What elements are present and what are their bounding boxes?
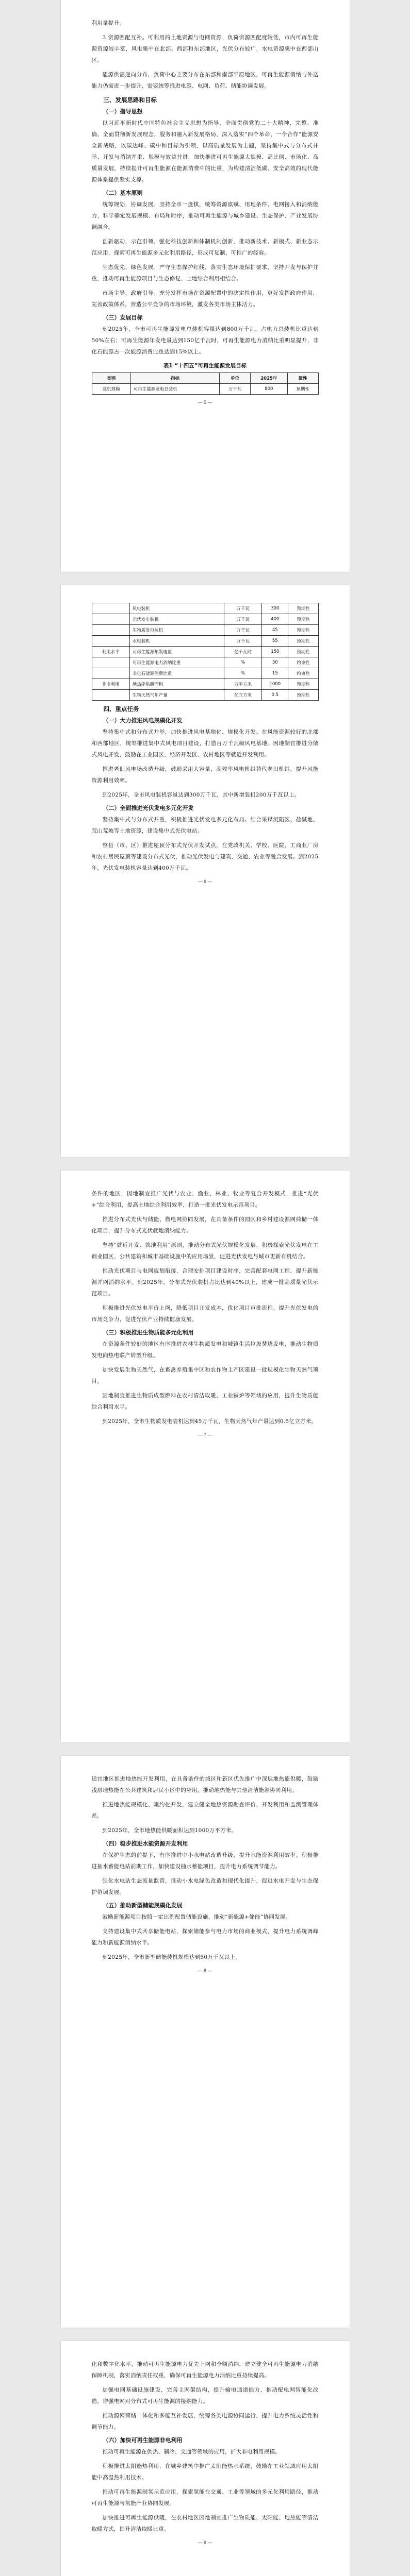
table-row bbox=[92, 668, 318, 679]
paragraph: 生态优先，绿色发展。严守生态保护红线，落实生态环境保护要求，坚持开发与保护并重，推动可再生能源项目与生态修复、土地综合利用相结合。 bbox=[91, 264, 319, 282]
table-row bbox=[92, 657, 318, 668]
subsection-heading: （二）基本原则 bbox=[103, 190, 143, 196]
subsection-heading: （二）全面推进光伏发电多元化开发 bbox=[103, 805, 194, 811]
table-row bbox=[92, 647, 318, 657]
paragraph: 支持建设集中式共享储能电站，探索储能参与电力市场的商业模式，提升电力系统调峰能力和新能源消纳水平。 bbox=[91, 1928, 319, 1946]
table-cell: 万千瓦 bbox=[220, 384, 251, 395]
paragraph: 利用量提升。 bbox=[91, 20, 125, 26]
table-cell: 约束性 bbox=[288, 657, 318, 668]
document-page-2 bbox=[61, 585, 350, 1157]
table-cell: 非电利用 bbox=[92, 679, 129, 690]
section-heading: 三、发展思路和目标 bbox=[103, 96, 157, 104]
page-number: — 9 — bbox=[198, 2540, 212, 2545]
subsection-heading: （一）指导思想 bbox=[103, 108, 143, 115]
subsection-heading: （六）加快可再生能源非电利用 bbox=[103, 2437, 183, 2444]
table-header-row bbox=[92, 373, 318, 384]
table-row bbox=[92, 636, 318, 647]
table-cell: 预期性 bbox=[288, 679, 318, 690]
page-number: — 5 — bbox=[198, 400, 212, 405]
table-cell: % bbox=[224, 657, 261, 668]
paragraph: 推动可再生能源在供热、制冷、交通等领域的应用，扩大非电利用规模。 bbox=[102, 2449, 281, 2455]
subsection-heading: （四）稳步推进水能资源开发利用 bbox=[103, 1840, 188, 1847]
table-cell bbox=[92, 657, 129, 668]
table-cell bbox=[92, 625, 129, 636]
table-row bbox=[92, 679, 318, 690]
table-cell: 万千瓦 bbox=[224, 614, 261, 625]
table-cell bbox=[92, 668, 129, 679]
paragraph: 因地制宜推进生物质成型燃料在农村清洁取暖、工业锅炉等领域的应用，提升生物质能综合利用水平。 bbox=[91, 1393, 319, 1410]
table-cell: 非化石能源消费比重 bbox=[129, 668, 224, 679]
paragraph: 到2025年，全市风电装机容量达到300万千瓦，其中新增装机200万千瓦以上。 bbox=[102, 792, 300, 798]
paragraph: 坚持集中式和分布式并举，加快推进风电基地化、规模化开发。在风能资源较好的北部和西部地区，统筹推进集中式风电项目建设，打造百万千瓦级风电基地。因地制宜推进分散式风电开发，鼓励在工业园区、经济开发区、农村地区等就近开发利用。 bbox=[91, 729, 319, 758]
table-cell: 预期性 bbox=[288, 636, 318, 647]
table-cell: 预期性 bbox=[288, 603, 318, 614]
paragraph: 到2025年，全市可再生能源发电总装机容量达到800万千瓦，占电力总装机比重达到50%左右；可再生能源年发电量达到150亿千瓦时，可再生能源电力消纳比重明显提升，非化石能源占一次能源消费比重达到15%以上。 bbox=[91, 326, 319, 355]
table-cell: 利用水平 bbox=[92, 647, 129, 657]
table-header-cell: 2025年 bbox=[250, 373, 287, 384]
table-cell: 水电装机 bbox=[129, 636, 224, 647]
table-row bbox=[92, 603, 318, 614]
table-cell bbox=[92, 603, 129, 614]
table-cell: 约束性 bbox=[288, 668, 318, 679]
paragraph: 创新驱动，示范引领。强化科技创新和体制机制创新，推动新技术、新模式、新业态示范应用，探索可再生能源多元化利用路径，形成可复制、可推广的经验。 bbox=[91, 239, 319, 256]
paragraph: 能源供需逆向分布，负荷中心主要分布在东部和南部平原地区，可再生能源消纳与外送能力仍需进一步提升，需要统筹推进电源、电网、负荷、储能协调发展。 bbox=[91, 72, 319, 89]
paragraph: 统筹规划，协调发展。坚持全市一盘棋，统筹资源禀赋、用地条件、电网接入和消纳能力，科学确定发展规模、布局和时序，推动可再生能源与城乡建设、生态保护、产业发展协调融合。 bbox=[91, 201, 319, 230]
table-cell: 装机规模 bbox=[92, 384, 130, 395]
document-page-3 bbox=[61, 1171, 350, 1742]
paragraph: 推进老旧风电场改造升级，鼓励采用大容量、高效率风电机组替代老旧机组，提升风能资源利用效率。 bbox=[91, 766, 319, 784]
subsection-heading: （一）大力推进风电规模化开发 bbox=[103, 717, 183, 724]
paragraph: 化和数字化水平，推动可再生能源电力优先上网和全额消纳，建立健全可再生能源电力消纳保障机制，落实消纳责任权重，确保可再生能源电力消纳比重持续提高。 bbox=[91, 2361, 319, 2379]
targets-table-continued bbox=[92, 603, 319, 701]
table-cell: 150 bbox=[262, 647, 288, 657]
table-row bbox=[92, 614, 318, 625]
table-cell: 生物天然气年产量 bbox=[129, 690, 224, 701]
table-cell: 亿千瓦时 bbox=[224, 647, 261, 657]
table-cell bbox=[92, 636, 129, 647]
table-cell bbox=[92, 690, 129, 701]
table-cell: 预期性 bbox=[288, 625, 318, 636]
table-header-cell: 单位 bbox=[220, 373, 251, 384]
paragraph: 到2025年，全市地热能供暖面积达到1000万平方米。 bbox=[102, 1827, 237, 1834]
paragraph: 坚持“就近开发、就地利用”原则，推动分布式光伏规模化发展，积极探索光伏发电在工商业园区、公共建筑和城市基础设施中的应用场景，促进光伏发电与城市更新有机结合。 bbox=[91, 1242, 319, 1260]
table-row bbox=[92, 690, 318, 701]
paragraph: 推进分布式光伏与储能、微电网协同发展，在具备条件的园区和乡村建设源网荷储一体化项目，提升分布式光伏就地消纳能力。 bbox=[91, 1216, 319, 1234]
table-cell: 亿立方米 bbox=[224, 690, 261, 701]
table-cell: 万千瓦 bbox=[224, 636, 261, 647]
table-row bbox=[92, 384, 318, 395]
table-cell: 预期性 bbox=[287, 384, 318, 395]
paragraph: 坚持集中式与分布式并重，积极推进光伏发电多元化布局。结合采煤沉陷区、盐碱地、荒山荒坡等土地资源，建设集中式光伏电站。 bbox=[91, 817, 319, 834]
table-header-cell: 类别 bbox=[92, 373, 130, 384]
table-row bbox=[92, 625, 318, 636]
table-cell: 生物质发电装机 bbox=[129, 625, 224, 636]
paragraph: 到2025年，全市新型储能装机规模达到50万千瓦以上。 bbox=[102, 1954, 241, 1960]
table-cell: 预期性 bbox=[288, 690, 318, 701]
paragraph: 加强电网基础设施建设，完善主网架结构，提升输电通道能力，推动配电网智能化改造，增强电网对分布式可再生能源的接纳能力。 bbox=[91, 2387, 319, 2404]
table-cell: 30 bbox=[262, 657, 288, 668]
paragraph: 加快发展生物天然气，在畜禽养殖集中区和农作物主产区建设一批规模化生物天然气项目。 bbox=[91, 1367, 319, 1384]
paragraph: 推动光伏项目与电网规划衔接，合理安排项目建设时序，完善配套电网工程，提升新能源并网消纳水平。到2025年，分布式光伏装机占比达到40%以上，建成一批高质量光伏示范项目。 bbox=[91, 1268, 319, 1297]
table-cell: 15 bbox=[262, 668, 288, 679]
table-cell: 55 bbox=[262, 636, 288, 647]
paragraph: 积极推进光伏发电平价上网，降低项目开发成本，优化项目审批流程，提升光伏发电的市场竞争力，促进光伏产业持续健康发展。 bbox=[91, 1305, 319, 1323]
paragraph: 强化水电站生态流量监管，推动小水电绿色改造和现代化提升，促进水电开发与生态保护协调发展。 bbox=[91, 1878, 319, 1895]
subsection-heading: （三）积极推进生物质能多元化利用 bbox=[103, 1329, 194, 1336]
subsection-heading: （五）推动新型储能规模化发展 bbox=[103, 1902, 183, 1909]
table-title: 表1 “十四五”可再生能源发展目标 bbox=[163, 363, 247, 369]
table-cell: 预期性 bbox=[288, 614, 318, 625]
document-page-4 bbox=[61, 1756, 350, 2328]
table-cell: 预期性 bbox=[288, 647, 318, 657]
table-header-cell: 属性 bbox=[287, 373, 318, 384]
table-cell: 可再生能源电力消纳比重 bbox=[129, 657, 224, 668]
paragraph: 推动源网荷储一体化和多能互补发展，统筹各类电源协同运行，提升电力系统灵活性和调节能力。 bbox=[91, 2413, 319, 2430]
paragraph: 适宜地区推进地热能开发利用，在具备条件的城区和新区优先推广中深层地热能供暖，鼓励浅层地热能在公共建筑和居民小区中的应用，推动地热能与其他清洁能源协同利用。 bbox=[91, 1776, 319, 1793]
table-cell: 光伏发电装机 bbox=[129, 614, 224, 625]
paragraph: 市场主导，政府引导。充分发挥市场在资源配置中的决定性作用，更好发挥政府作用，完善政策体系，营造公平竞争的市场环境，激发各类市场主体活力。 bbox=[91, 290, 319, 308]
targets-table bbox=[92, 372, 319, 395]
page-number: — 7 — bbox=[198, 1432, 212, 1437]
paragraph: 推进地热能规模化、集约化开发，建立健全地热资源勘查评价、开发利用和监测管理体系。 bbox=[91, 1802, 319, 1819]
page-number: — 8 — bbox=[198, 1968, 212, 1973]
table-cell bbox=[92, 614, 129, 625]
subsection-heading: （三）发展目标 bbox=[103, 314, 143, 321]
paragraph: 鼓励新能源项目按照一定比例配置储能设施，推动“新能源+储能”协同发展。 bbox=[102, 1914, 291, 1920]
document-page-5 bbox=[61, 2341, 350, 2576]
table-cell: 45 bbox=[262, 625, 288, 636]
table-cell: % bbox=[224, 668, 261, 679]
table-cell: 0.5 bbox=[262, 690, 288, 701]
paragraph: 条件的地区，因地制宜推广光伏与农业、渔业、林业、牧业等复合开发模式，推进“光伏+”综合利用，提高土地综合利用效率，打造一批光伏发电示范项目。 bbox=[91, 1191, 319, 1208]
page-number: — 6 — bbox=[198, 879, 212, 884]
paragraph: 加快推进可再生能源供暖，在农村地区因地制宜推广生物质能、太阳能、地热能等清洁取暖方式，提升清洁取暖比重。 bbox=[91, 2515, 319, 2532]
table-cell: 可再生能源年发电量 bbox=[129, 647, 224, 657]
table-cell: 万千瓦 bbox=[224, 603, 261, 614]
document-page-1 bbox=[61, 0, 350, 572]
table-cell: 可再生能源发电总装机 bbox=[130, 384, 220, 395]
paragraph: 到2025年，全市生物质发电装机达到45万千瓦，生物天然气年产量达到0.5亿立方米。 bbox=[102, 1418, 317, 1425]
table-cell: 400 bbox=[262, 614, 288, 625]
paragraph: 推动可再生能源制氢示范应用，探索氢能在交通、工业等领域的多元化利用路径，推动可再生能源与氢能产业协同发展。 bbox=[91, 2489, 319, 2506]
paragraph: 整县（市、区）推进屋顶分布式光伏开发试点，在党政机关、学校、医院、工商业厂房和农村居民屋顶等建设分布式光伏，推动光伏发电与建筑、交通、农业等融合发展。到2025年，光伏发电装机容量达到400万千瓦。 bbox=[91, 842, 319, 871]
table-cell: 风电装机 bbox=[129, 603, 224, 614]
paragraph: 3.资源匹配互补。可利用的土地资源与电网资源、负荷资源匹配度较低，市内可再生能源资源较丰富，风电集中在北部、西部和东部地区，光伏分布较广，水电资源集中在西部山区。 bbox=[91, 35, 319, 63]
table-cell: 300 bbox=[262, 603, 288, 614]
table-cell: 1000 bbox=[262, 679, 288, 690]
paragraph: 积极推进太阳能热利用，在城乡建筑中推广太阳能热水系统，鼓励在工业领域应用太阳能中高温热利用技术。 bbox=[91, 2463, 319, 2481]
table-header-cell: 指标 bbox=[130, 373, 220, 384]
table-cell: 万千瓦 bbox=[224, 625, 261, 636]
table-cell: 万平方米 bbox=[224, 679, 261, 690]
section-heading: 四、重点任务 bbox=[103, 705, 139, 713]
paragraph: 在资源条件较好的地区有序推进农林生物质发电和城镇生活垃圾焚烧发电，推动生物质发电向热电联产转型升级。 bbox=[91, 1341, 319, 1359]
table-cell: 800 bbox=[250, 384, 287, 395]
paragraph: 以习近平新时代中国特色社会主义思想为指导，全面贯彻党的二十大精神，完整、准确、全面贯彻新发展理念，服务和融入新发展格局，深入落实“四个革命、一个合作”能源安全新战略，以碳达峰、碳中和目标为引领，以高质量发展为主题，坚持集中式与分布式并举、开发与消纳并重、规模与效益并进，加快推进可再生能源大规模、高比例、市场化、高质量发展，持续提升可再生能源在能源消费中的比重，为构建清洁低碳、安全高效的现代能源体系提供坚实支撑。 bbox=[91, 120, 319, 183]
paragraph: 在保护生态的前提下，有序推进中小水电站改造升级，提升水能资源利用效率。积极推进抽水蓄能电站前期工作，加快建设抽水蓄能项目，提升电力系统调节能力。 bbox=[91, 1852, 319, 1870]
table-cell: 地热能供暖面积 bbox=[129, 679, 224, 690]
